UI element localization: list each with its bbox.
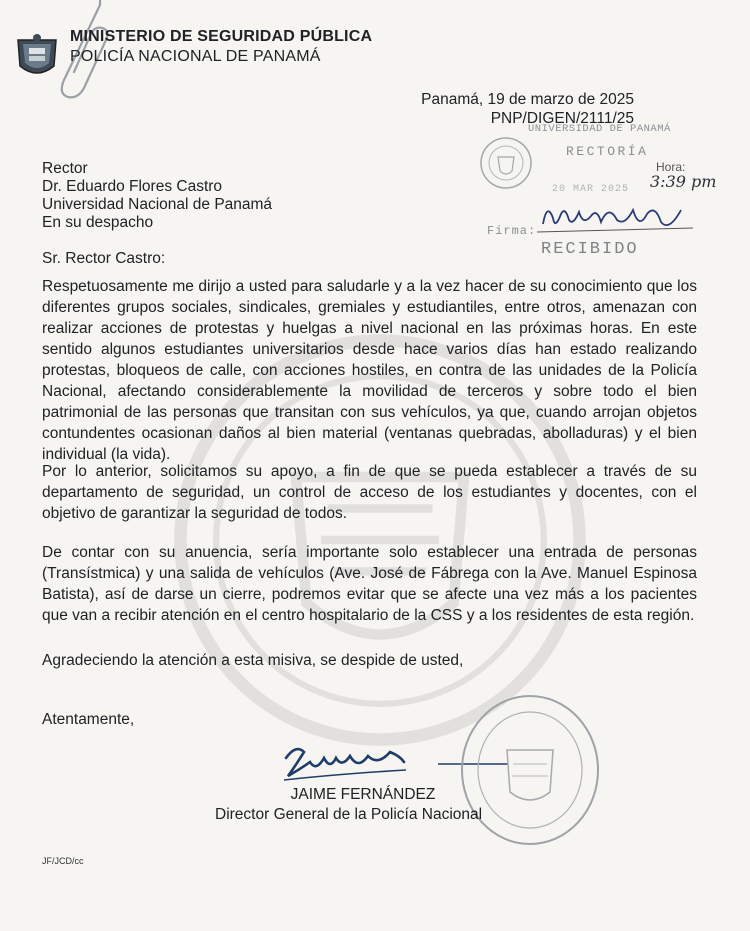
signer-title: Director General de la Policía Nacional [215,806,483,823]
stamp-office: RECTORÍA [566,144,649,159]
recipient-line-2: Dr. Eduardo Flores Castro [42,178,223,195]
reference-initials: JF/JCD/cc [42,856,84,866]
stamp-hour-label: Hora: [656,160,686,174]
letter-greeting: Sr. Rector Castro: [42,250,166,267]
body-paragraph-1: Respetuosamente me dirijo a usted para saludarle y a la vez hacer de su conocimiento que los diferentes grupos sociales, sindicales, gremiales y estudiantiles, entre otros, amenazan con realizar acciones de protestas y huelgas a nivel nacional en las próximas horas. En este sentido algunos estudiantes universitarios desde hace varios días han estado realizando protestas, bloqueos de calle, con acciones hostiles, en contra de las unidades de la Policía Nacional, afectando considerablemente la movilidad de terceros y sobre todo el bien patrimonial de las personas que transitan con sus vehículos, ya que, cuando arrojan objetos contundentes ocasionan daños al bien material (ventanas quebradas, abolladuras) y el bien individual (la vida). [42,278,697,463]
letter-date: Panamá, 19 de marzo de 2025 [421,91,634,108]
letter-reference: PNP/DIGEN/2111/25 [490,110,634,127]
body-paragraph-3: De contar con su anuencia, sería importante solo establecer una entrada de personas (Transístmica) y una salida de vehículos (Ave. José de Fábrega con la Ave. Manuel Espinosa Batista), así de darse un cierre, podremos evitar que se afecte una vez más a los pacientes que van a recibir atención en el centro hospitalario de la CSS y a los residentes de esta región. [42,544,697,624]
stamp-signature-label: Firma: [487,224,537,238]
recipient-line-3: Universidad Nacional de Panamá [42,196,273,213]
letter-closing: Atentamente, [42,711,135,728]
body-paragraph-2: Por lo anterior, solicitamos su apoyo, a fin de que se pueda establecer a través de su departamento de seguridad, un control de acceso de los estudiantes y docentes, con el objetivo de garantizar la seguridad de todos. [42,463,697,522]
stamp-date: 20 MAR 2025 [552,184,630,195]
signer-name: JAIME FERNÁNDEZ [290,786,436,803]
police-seal-icon [455,690,605,850]
stamp-institution: UNIVERSIDAD DE PANAMÁ [528,123,671,135]
stamp-received-status: RECIBIDO [541,240,639,259]
letter-farewell: Agradeciendo la atención a esta misiva, se despide de usted, [42,652,464,669]
recipient-line-4: En su despacho [42,214,154,231]
police-subtitle: POLICÍA NACIONAL DE PANAMÁ [70,48,321,65]
recipient-line-1: Rector [42,160,88,177]
receiver-signature-icon [535,196,695,240]
university-seal-icon [478,135,534,191]
stamp-hour-value: 3:39 pm [650,172,717,191]
ministry-title: MINISTERIO DE SEGURIDAD PÚBLICA [70,28,373,45]
